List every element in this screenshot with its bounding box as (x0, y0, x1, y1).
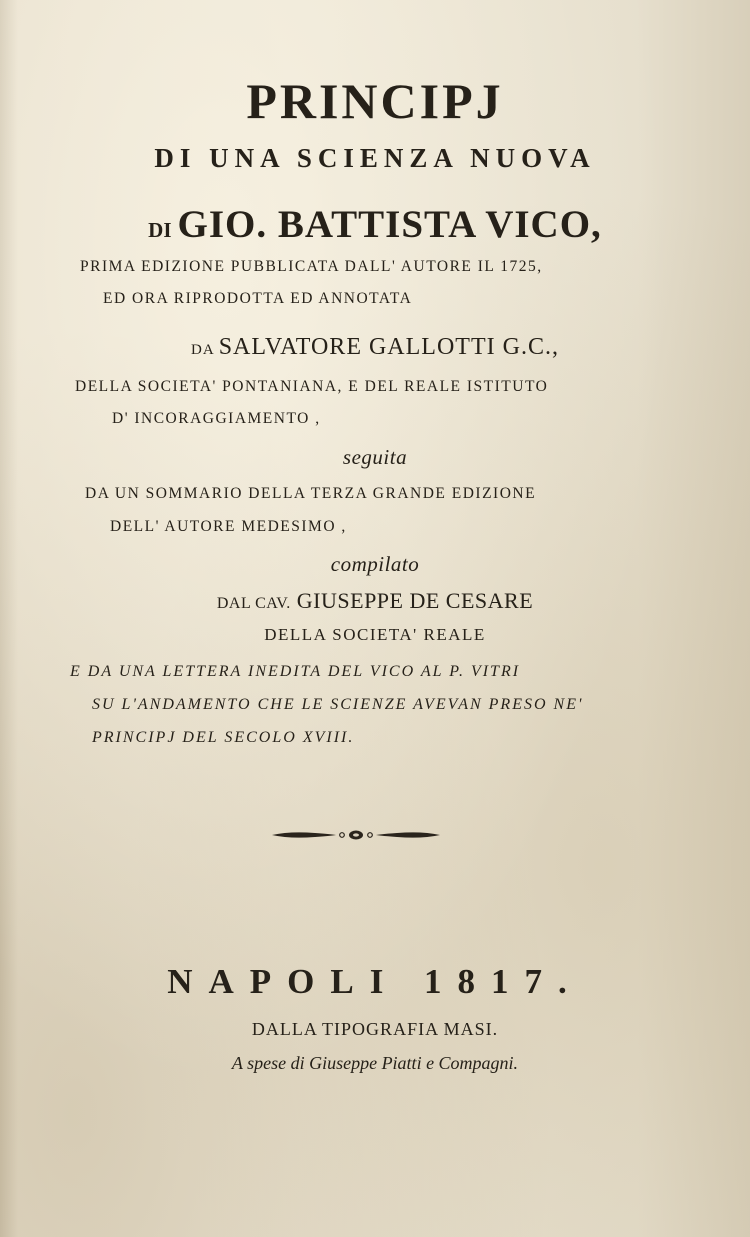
imprint-expense: A spese di Giuseppe Piatti e Compagni. (231, 1053, 519, 1073)
course-line: SU L'ANDAMENTO CHE LE SCIENZE AVEVAN PRESO NE' (92, 696, 584, 713)
author-same-line: DELL' AUTORE MEDESIMO , (110, 518, 347, 535)
compiler-name: GIUSEPPE DE CESARE (296, 588, 534, 613)
author-line (0, 202, 750, 247)
book-title: PRINCIPJ (246, 73, 504, 129)
imprint-place-year: NAPOLI 1817. (167, 962, 583, 1001)
annotator-name: SALVATORE GALLOTTI G.C., (218, 334, 559, 360)
encouragement-line: D' INCORAGGIAMENTO , (112, 410, 321, 427)
annotator-line (0, 334, 750, 361)
followed-line: seguita (342, 445, 408, 469)
annotator-prefix: DA (191, 342, 215, 358)
royal-society-line: DELLA SOCIETA' REALE (264, 625, 486, 644)
edition-line: PRIMA EDIZIONE PUBBLICATA DALL' AUTORE IL 1725, (80, 258, 543, 275)
letter-line: E DA UNA LETTERA INEDITA DEL VICO AL P. VITRI (70, 663, 521, 680)
imprint-printer: DALLA TIPOGRAFIA MASI. (251, 1019, 499, 1039)
society-line: DELLA SOCIETA' PONTANIANA, E DEL REALE ISTITUTO (75, 378, 549, 395)
summary-line: DA UN SOMMARIO DELLA TERZA GRANDE EDIZIONE (85, 485, 537, 502)
ornament-divider-icon (270, 826, 442, 844)
compiler-line (0, 588, 750, 614)
compiled-line: compilato (330, 552, 420, 576)
author-prefix: DI (148, 218, 172, 242)
century-line: PRINCIPJ DEL SECOLO XVIII. (92, 729, 355, 746)
reproduced-line: ED ORA RIPRODOTTA ED ANNOTATA (103, 290, 413, 307)
book-subtitle: DI UNA SCIENZA NUOVA (154, 143, 596, 173)
compiler-prefix: DAL CAV. (216, 595, 291, 612)
author-name: GIO. BATTISTA VICO, (177, 203, 602, 246)
